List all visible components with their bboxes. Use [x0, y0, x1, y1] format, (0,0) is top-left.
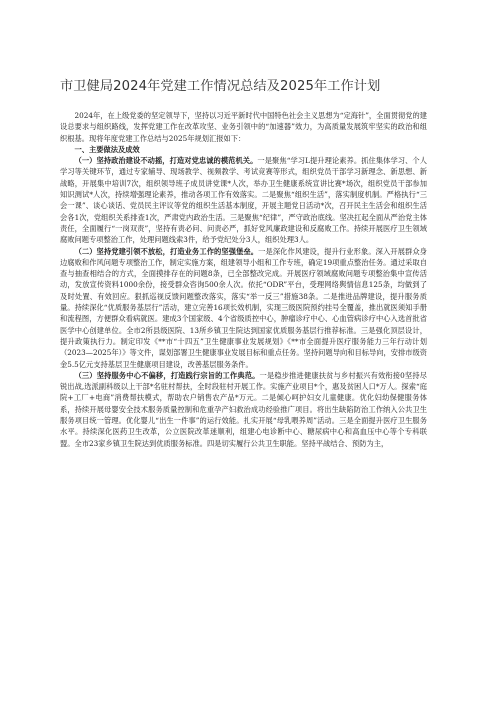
item-text-party-leadership: 一是深化作风建设，提升行业形象。深入开展群众身边腐败和作风问题专项整治工作，制定实施方案，组建领导小组和工作专班，确定19项重点整治任务。通过采取自查与抽查相结合的方式，全面摸排存在的问题8条，已全部整改完成。开展医疗领域腐败问题专项整治集中宣传活动，发放宣传资料1000余份，接受群众咨询500余人次。依托“ODR”平台，受理网络舆情信息125条，均做到了及时处置、有效回应。狠抓巡视反馈问题整改落实，落实“举一反三”措施38条。二是推进品牌建设，提升服务质量。持续深化“优质服务基层行”活动，建立完善16项长效机制，实现三级医院预约挂号全覆盖，推出就医须知手册和流程图，方便群众看病就医。建成3个国家级、4个省级质控中心，肿瘤诊疗中心、心血管病诊疗中心入选首批省医学中心创建单位。全市2所县级医院、13所乡镇卫生院达到国家优质服务基层行推荐标准。三是强化顶层设计，提升政策执行力。制定印发《**市“十四五”卫生健康事业发展规划》《**市全面提升医疗服务能力三年行动计划（2023—2025年）》等文件，谋划部署卫生健康事业发展目标和重点任务。坚持问题导向和目标导向，安排市级资金5.5亿元支持基层卫生健康项目建设，改善基层服务条件。	[60, 246, 427, 369]
document-body	[60, 110, 427, 449]
section-heading-main-practices: 一、主要做法及成效	[74, 144, 140, 154]
intro-paragraph: 2024年，在上级党委的坚定领导下，坚持以习近平新时代中国特色社会主义思想为“定海针”，全面贯彻党的建设总要求与组织路线，发挥党建工作在改革攻坚、业务引领中的“加速器”效力，为高质量发展筑牢坚实的政治和组织根基。现将年度党建工作总结与2025年规划汇报如下：	[60, 111, 427, 143]
paragraph-political-building	[60, 155, 427, 245]
document-title: 市卫健局2024年党建工作情况总结及2025年工作计划	[60, 79, 381, 94]
paragraph-service-center	[60, 370, 427, 449]
item-text-service-center: 一是稳步推进健康扶贫与乡村振兴有效衔接0坚持尽锐出战,选派副科级以上干部*名驻村帮扶，全时段驻村开展工作。实施产业项目*个，惠及贫困人口*万人。探索“庭院+工厂+电商”消费帮扶模式，帮助农户销售农产品*万元。二是倾心呵护妇女儿童健康。优化妇幼保健服务体系，持续开展母婴安全技术服务质量控制和危重孕产妇救治成功经验推广项目。将出生缺陷防治工作纳入公共卫生服务项目统一管理。优化婴儿“出生一件事”的运行效能。扎实开展“母乳喂养周”活动。三是全面提升医疗卫生服务水平。持续深化医药卫生改革，公立医院改革迷顺利，组建心电诊断中心、糖尿病中心和高血压中心等个专科联盟。全市23家乡镇卫生院达到优质服务标准。四是切实履行公共卫生职能。坚持平战结合、预防为主，	[60, 370, 427, 448]
item-lead-party-leadership: （二）坚持党建引领不放松，打造业务工作的坚强堡垒。	[74, 246, 259, 256]
item-lead-political-building: （一）坚持政治建设不动摇，打造对党忠诚的模范机关。	[74, 156, 258, 166]
paragraph-party-leadership	[60, 246, 427, 370]
item-lead-service-center: （三）坚持服务中心不偏移，打造践行宗旨的工作典范。	[74, 370, 260, 380]
item-text-political-building: 一是聚焦“学习L提升理论素养。抓住集体学习、个人学习等关键环节，通过专家辅导、现场教学、视频教学、考试竞赛等形式，组织党员干部学习新理念、新思想、新战略，开展集中培训7次，组织领导班子成员讲党课*人次，举办卫生健康系统宣讲比赛*场次，组织党员干部参加知识测试*人次，持续增强理论素养，推动各项工作有效落实。二是聚焦“组织生活”，落实制度机制。严格执行“三会一课”、谈心谈话、党员民主评议等党的组织生活基本制度，开展主题党日活动*次，召开民主生活会和组织生活会各1次，党组织关系排查1次，严肃党内政治生活。三是聚焦“纪律”，严守政治底线。坚决扛起全面从严治党主体责任，全面履行“一岗双责”，坚持有责必问、问责必严，抓好党风廉政建设和反腐败工作。持续开展医疗卫生领域腐败问题专项整治工作，处理问题线索3件，给予党纪处分3人，组织处理3人。	[60, 156, 427, 245]
